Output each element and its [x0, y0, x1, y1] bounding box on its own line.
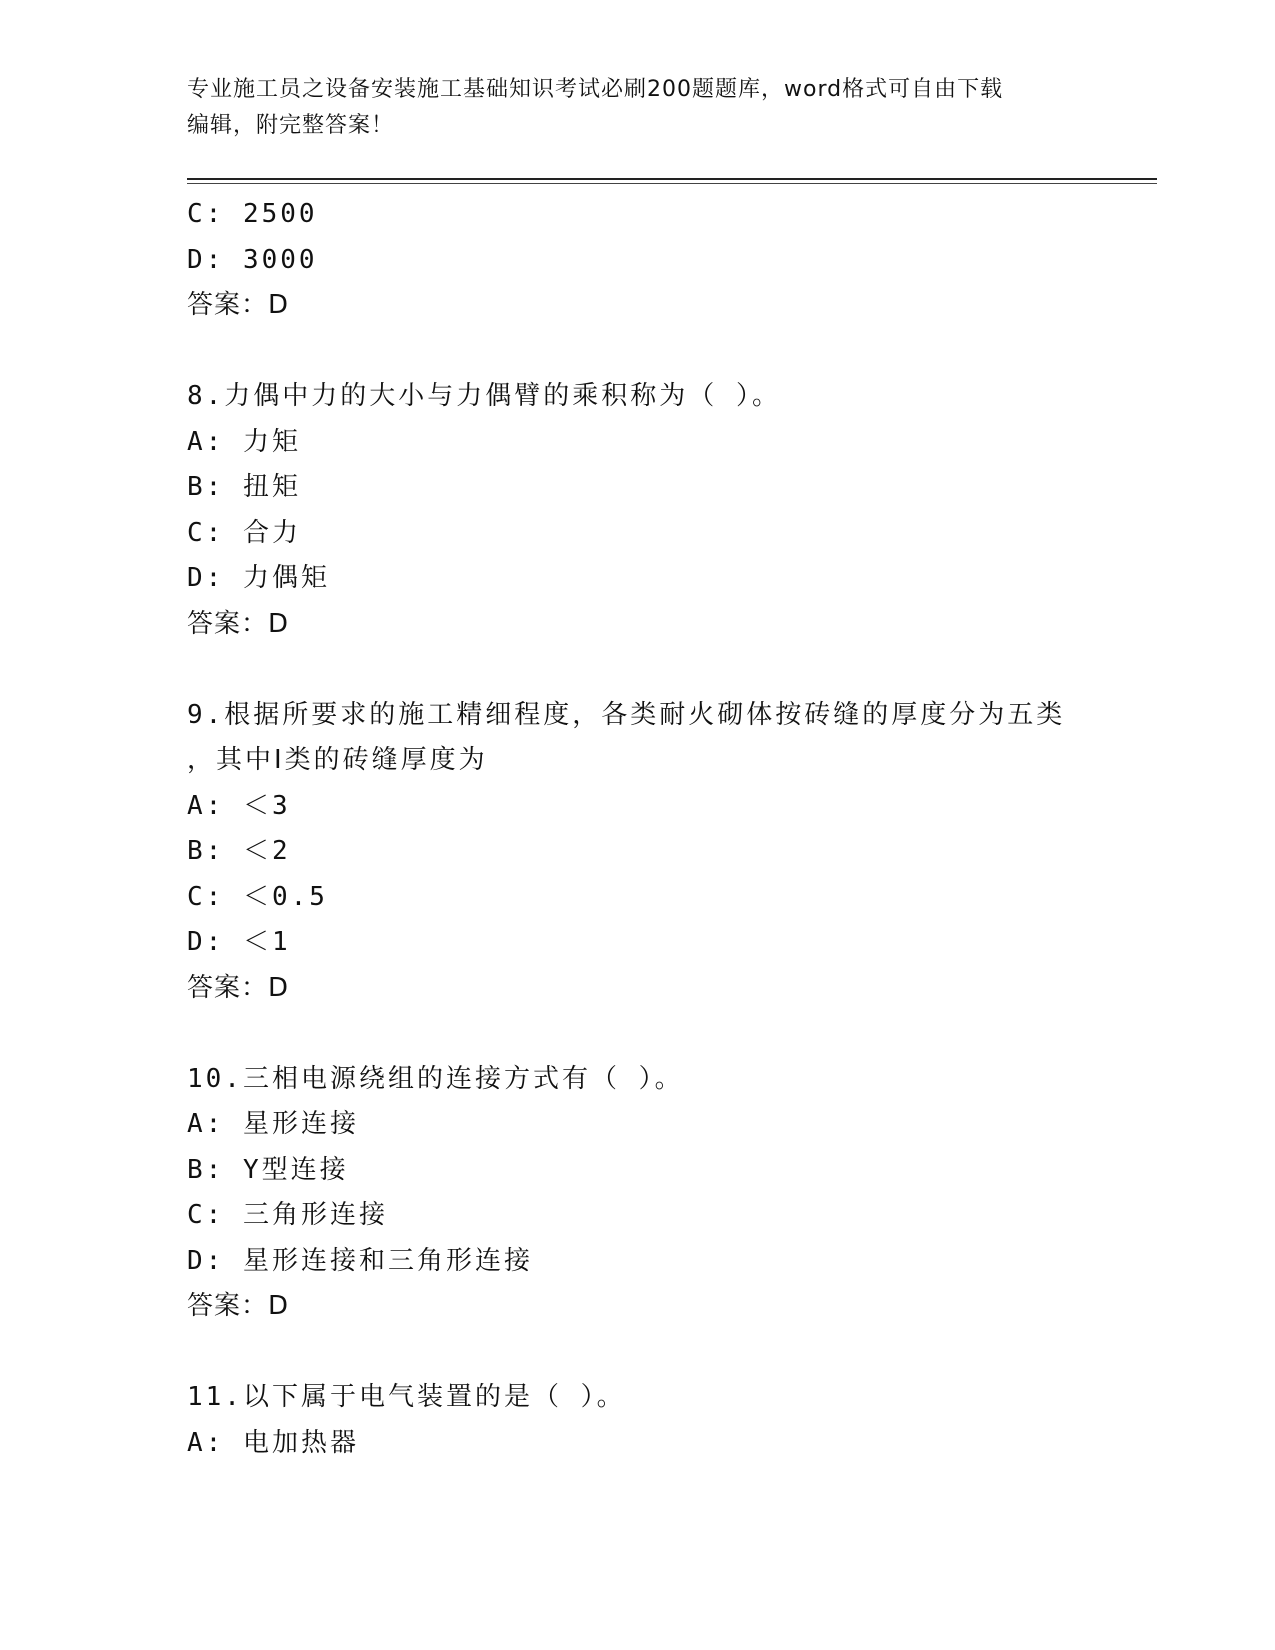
option-d: D: 3000: [187, 244, 318, 275]
document-header: [187, 72, 1087, 144]
option-d: D: ＜1: [187, 927, 291, 957]
option-c: C: 合力: [187, 517, 301, 548]
header-title-line2: 编辑，附完整答案！: [187, 113, 395, 138]
header-divider-thick: [187, 178, 1157, 180]
question-block-11: [187, 1375, 1157, 1466]
question-text-line1: 9.根据所要求的施工精细程度，各类耐火砌体按砖缝的厚度分为五类: [187, 699, 1066, 730]
option-a: A: 电加热器: [187, 1427, 359, 1458]
option-c: C: 三角形连接: [187, 1200, 388, 1230]
option-a: A: 星形连接: [187, 1109, 359, 1139]
option-c: C: ＜0.5: [187, 881, 328, 912]
question-text: 10.三相电源绕组的连接方式有（ ）。: [187, 1063, 684, 1094]
option-b: B: ＜2: [187, 836, 291, 866]
question-block-10: [187, 1057, 1157, 1330]
answer-line: 答案：D: [187, 972, 290, 1003]
question-text-line2: ，其中Ⅰ类的砖缝厚度为: [187, 745, 488, 775]
option-a: A: 力矩: [187, 426, 301, 457]
option-c: C: 2500: [187, 199, 318, 229]
question-block-9: [187, 693, 1157, 1012]
answer-line: 答案：D: [187, 1291, 290, 1321]
answer-line: 答案：D: [187, 290, 290, 320]
question-list: [187, 192, 1157, 1466]
option-b: B: 扭矩: [187, 472, 301, 502]
option-b: B: Y型连接: [187, 1154, 349, 1185]
answer-line: 答案：D: [187, 608, 290, 639]
header-divider-thin: [187, 183, 1157, 184]
option-d: D: 星形连接和三角形连接: [187, 1245, 533, 1276]
question-block-8: [187, 374, 1157, 647]
question-text: 11.以下属于电气装置的是（ ）。: [187, 1382, 626, 1412]
question-block-prev: [187, 192, 1157, 329]
question-text: 8.力偶中力的大小与力偶臂的乘积称为（ ）。: [187, 381, 781, 411]
option-d: D: 力偶矩: [187, 563, 330, 593]
header-title-line1: 专业施工员之设备安装施工基础知识考试必刷200题题库，word格式可自由下载: [187, 77, 1004, 102]
option-a: A: ＜3: [187, 790, 291, 821]
